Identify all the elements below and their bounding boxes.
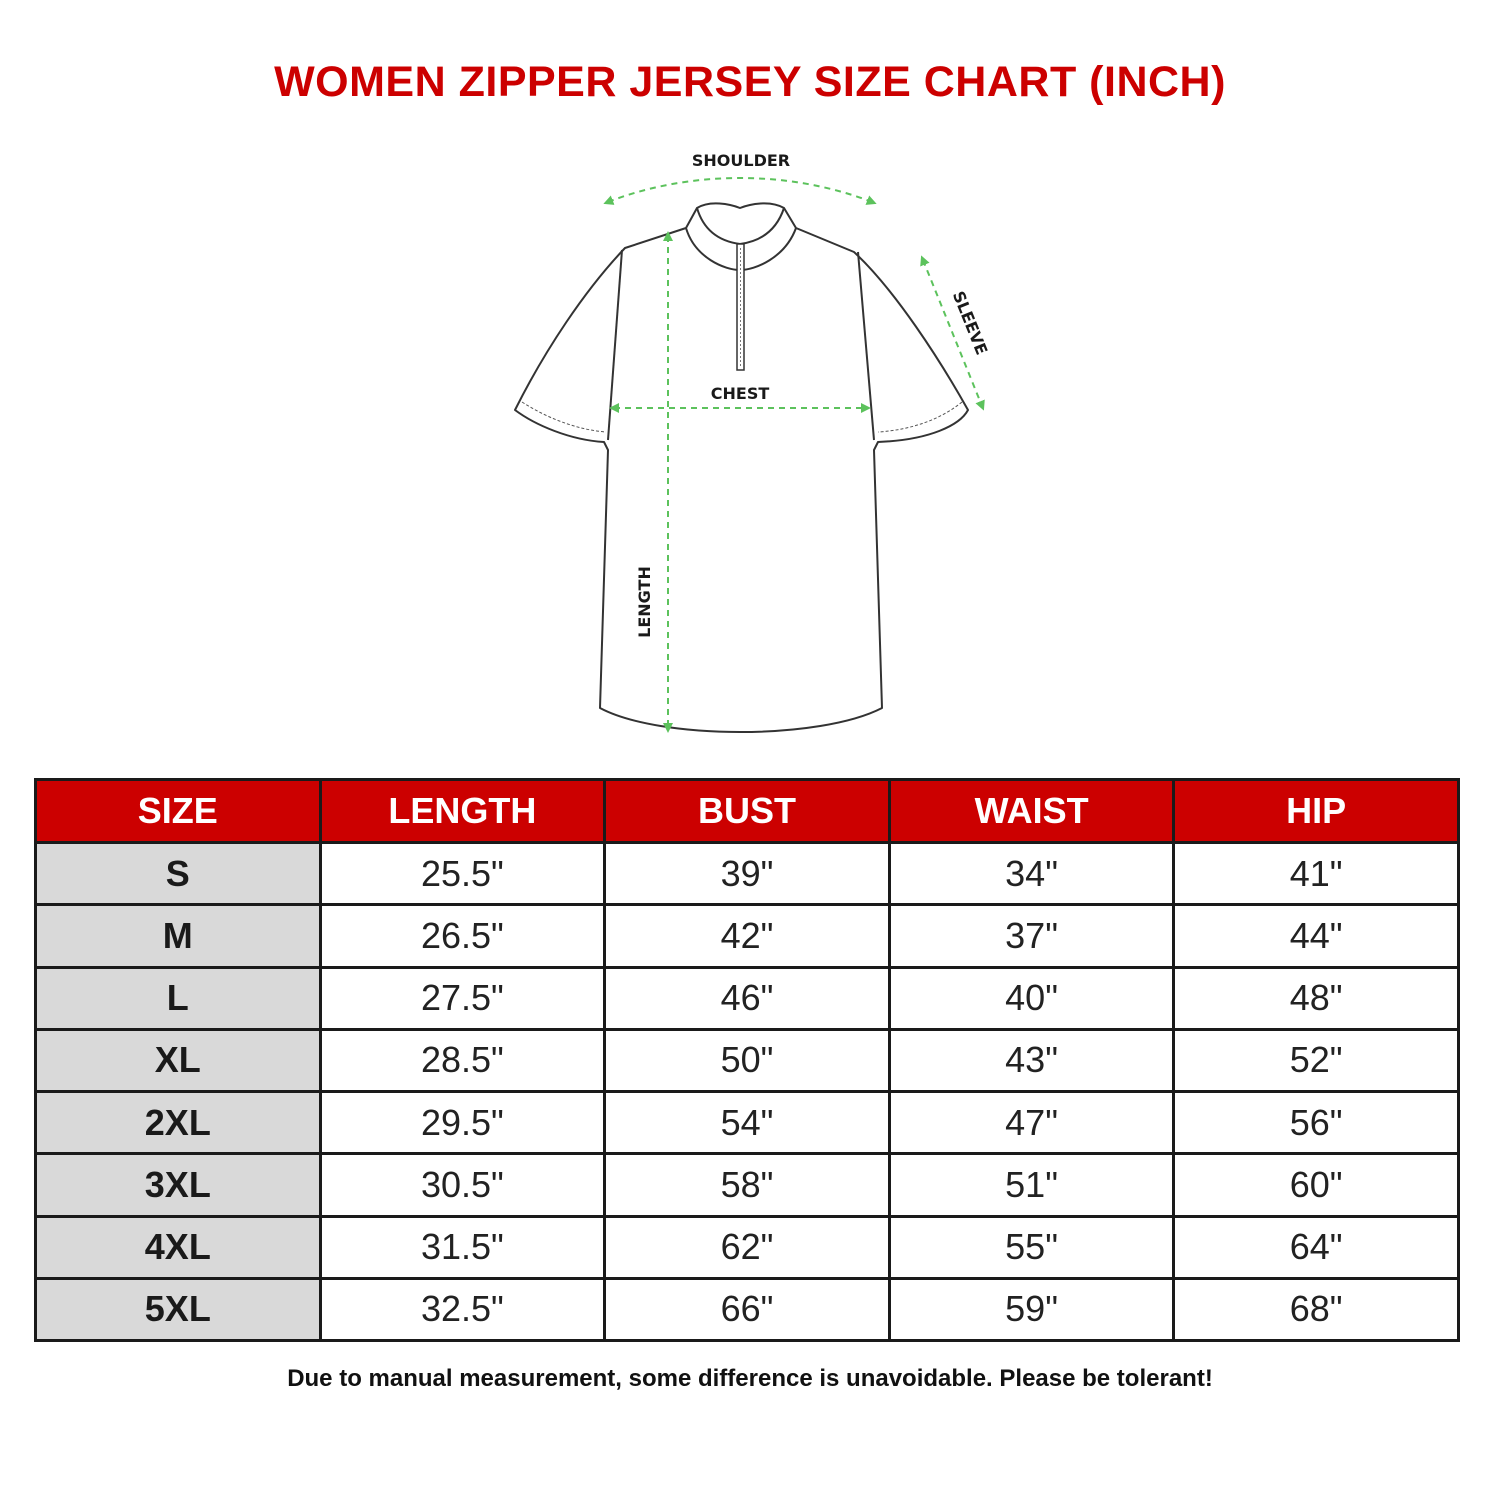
hip-cell: 56" (1174, 1092, 1459, 1154)
size-chart-table (34, 778, 1460, 1342)
table-row (36, 905, 1459, 967)
table-row (36, 1092, 1459, 1154)
length-cell: 30.5" (320, 1154, 605, 1216)
bust-cell: 39" (605, 843, 890, 905)
size-cell: XL (36, 1029, 321, 1091)
length-label: LENGTH (635, 566, 654, 638)
waist-cell: 43" (889, 1029, 1174, 1091)
length-cell: 31.5" (320, 1216, 605, 1278)
shoulder-label: SHOULDER (691, 151, 791, 170)
page-title: WOMEN ZIPPER JERSEY SIZE CHART (INCH) (274, 58, 1226, 106)
table-row (36, 843, 1459, 905)
zipper (737, 244, 744, 370)
size-cell: M (36, 905, 321, 967)
bust-cell: 66" (605, 1278, 890, 1340)
table-row (36, 1154, 1459, 1216)
waist-cell: 59" (889, 1278, 1174, 1340)
waist-cell: 40" (889, 967, 1174, 1029)
size-cell: 3XL (36, 1154, 321, 1216)
length-cell: 28.5" (320, 1029, 605, 1091)
column-header-hip: HIP (1174, 780, 1459, 843)
bust-cell: 50" (605, 1029, 890, 1091)
waist-cell: 47" (889, 1092, 1174, 1154)
length-cell: 27.5" (320, 967, 605, 1029)
hip-cell: 52" (1174, 1029, 1459, 1091)
bust-cell: 58" (605, 1154, 890, 1216)
waist-cell: 34" (889, 843, 1174, 905)
hip-cell: 60" (1174, 1154, 1459, 1216)
table-row (36, 1278, 1459, 1340)
bust-cell: 46" (605, 967, 890, 1029)
waist-cell: 51" (889, 1154, 1174, 1216)
waist-cell: 55" (889, 1216, 1174, 1278)
bust-cell: 62" (605, 1216, 890, 1278)
jersey-measurement-diagram (500, 140, 1020, 750)
chest-label: CHEST (710, 384, 770, 403)
table-row (36, 967, 1459, 1029)
hip-cell: 68" (1174, 1278, 1459, 1340)
column-header-bust: BUST (605, 780, 890, 843)
column-header-size: SIZE (36, 780, 321, 843)
table-row (36, 1029, 1459, 1091)
size-cell: L (36, 967, 321, 1029)
hip-cell: 48" (1174, 967, 1459, 1029)
sleeve-label: SLEEVE (948, 288, 992, 358)
footnote: Due to manual measurement, some difference is unavoidable. Please be tolerant! (287, 1365, 1213, 1392)
table-header-row (36, 780, 1459, 843)
table-row (36, 1216, 1459, 1278)
size-cell: 4XL (36, 1216, 321, 1278)
size-cell: 2XL (36, 1092, 321, 1154)
waist-cell: 37" (889, 905, 1174, 967)
length-cell: 29.5" (320, 1092, 605, 1154)
bust-cell: 42" (605, 905, 890, 967)
column-header-length: LENGTH (320, 780, 605, 843)
hip-cell: 64" (1174, 1216, 1459, 1278)
column-header-waist: WAIST (889, 780, 1174, 843)
length-cell: 32.5" (320, 1278, 605, 1340)
hip-cell: 41" (1174, 843, 1459, 905)
hip-cell: 44" (1174, 905, 1459, 967)
length-cell: 26.5" (320, 905, 605, 967)
shoulder-measure-arrow (608, 178, 872, 202)
size-cell: S (36, 843, 321, 905)
size-cell: 5XL (36, 1278, 321, 1340)
length-cell: 25.5" (320, 843, 605, 905)
bust-cell: 54" (605, 1092, 890, 1154)
